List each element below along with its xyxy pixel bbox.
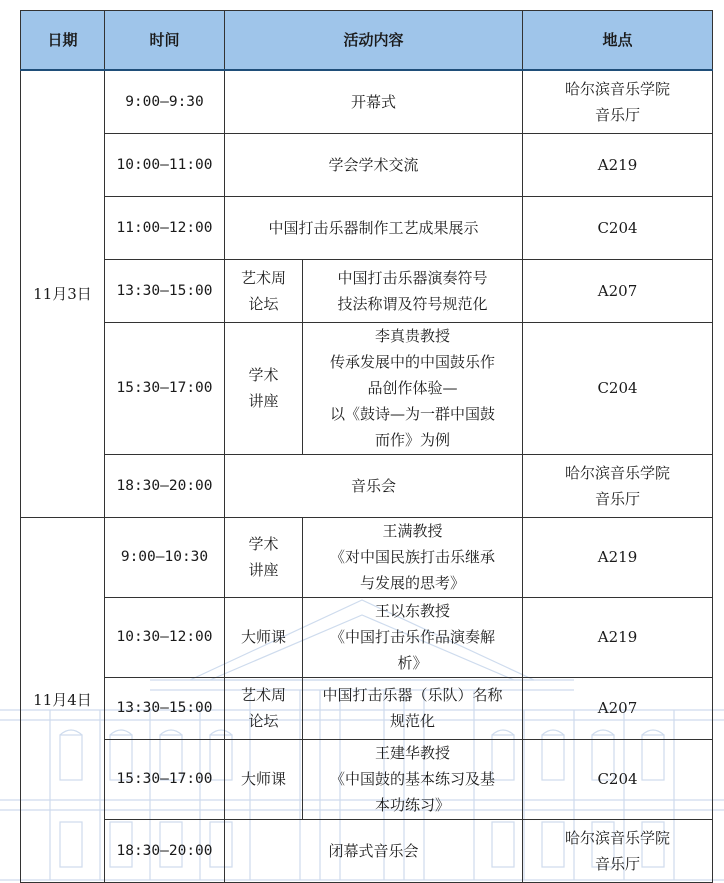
activity-cell: [303, 597, 523, 677]
type-cell: [225, 259, 303, 322]
location-line: 音乐厅: [595, 489, 641, 508]
table-row: [21, 739, 713, 819]
time-cell: 10:00—11:00: [105, 133, 225, 196]
time-cell: 15:30—17:00: [105, 322, 225, 454]
type-cell: [225, 322, 303, 454]
activity-line: 析》: [397, 654, 428, 672]
location-cell: C204: [523, 739, 713, 819]
table-row: [21, 677, 713, 739]
type-line: 学术: [248, 535, 279, 553]
activity-line: 传承发展中的中国鼓乐作: [330, 353, 496, 371]
activity-cell: [303, 517, 523, 597]
activity-line: 《对中国民族打击乐继承: [330, 548, 496, 566]
location-line: 音乐厅: [595, 105, 641, 124]
time-cell: 11:00—12:00: [105, 196, 225, 259]
activity-line: 李真贵教授: [375, 327, 451, 345]
header-date: 日期: [21, 11, 105, 71]
activity-line: 技法称谓及符号规范化: [337, 294, 488, 313]
type-line: 论坛: [248, 712, 279, 730]
activity-line: 与发展的思考》: [360, 574, 466, 592]
table-row: [21, 819, 713, 882]
location-cell: [523, 454, 713, 517]
activity-cell: [303, 259, 523, 322]
location-cell: A219: [523, 597, 713, 677]
activity-line: 王以东教授: [375, 602, 451, 620]
time-cell: 10:30—12:00: [105, 597, 225, 677]
time-cell: 9:00—9:30: [105, 70, 225, 133]
activity-cell: 学会学术交流: [225, 133, 523, 196]
table-row: [21, 454, 713, 517]
type-cell: [225, 517, 303, 597]
type-line: 学术: [248, 366, 279, 384]
location-cell: A207: [523, 677, 713, 739]
location-line: 哈尔滨音乐学院: [565, 79, 671, 98]
type-line: 讲座: [248, 392, 279, 410]
date-cell: 11月3日: [21, 70, 105, 517]
activity-line: 王建华教授: [375, 744, 451, 762]
header-location: 地点: [523, 11, 713, 71]
time-cell: 9:00—10:30: [105, 517, 225, 597]
location-cell: [523, 70, 713, 133]
activity-line: 品创作体验—: [367, 379, 458, 397]
table-row: [21, 517, 713, 597]
header-time: 时间: [105, 11, 225, 71]
location-cell: C204: [523, 196, 713, 259]
type-cell: 大师课: [225, 597, 303, 677]
activity-line: 《中国打击乐作品演奏解: [330, 628, 496, 646]
table-row: [21, 597, 713, 677]
activity-line: 本功练习》: [375, 796, 451, 814]
location-line: 哈尔滨音乐学院: [565, 828, 671, 847]
type-line: 讲座: [248, 561, 279, 579]
activity-cell: [303, 677, 523, 739]
location-line: 音乐厅: [595, 854, 641, 873]
activity-cell: 中国打击乐器制作工艺成果展示: [225, 196, 523, 259]
type-line: 艺术周: [240, 686, 286, 704]
activity-line: 王满教授: [382, 522, 443, 540]
type-cell: [225, 677, 303, 739]
time-cell: 18:30—20:00: [105, 819, 225, 882]
table-row: [21, 259, 713, 322]
activity-line: 而作》为例: [375, 431, 451, 449]
time-cell: 15:30—17:00: [105, 739, 225, 819]
date-cell: 11月4日: [21, 517, 105, 882]
activity-cell: [303, 739, 523, 819]
table-row: [21, 133, 713, 196]
activity-cell: 闭幕式音乐会: [225, 819, 523, 882]
type-line: 论坛: [248, 294, 279, 313]
activity-line: 《中国鼓的基本练习及基: [330, 770, 496, 788]
table-row: [21, 322, 713, 454]
time-cell: 18:30—20:00: [105, 454, 225, 517]
activity-cell: 音乐会: [225, 454, 523, 517]
location-cell: A219: [523, 517, 713, 597]
schedule-table: [20, 10, 713, 883]
header-row: [21, 11, 713, 71]
location-cell: [523, 819, 713, 882]
activity-cell: [303, 322, 523, 454]
activity-line: 规范化: [390, 712, 436, 730]
location-line: 哈尔滨音乐学院: [565, 463, 671, 482]
table-row: [21, 196, 713, 259]
time-cell: 13:30—15:00: [105, 677, 225, 739]
table-row: [21, 70, 713, 133]
location-cell: A207: [523, 259, 713, 322]
activity-line: 以《鼓诗—为一群中国鼓: [330, 405, 496, 423]
activity-cell: 开幕式: [225, 70, 523, 133]
time-cell: 13:30—15:00: [105, 259, 225, 322]
type-line: 艺术周: [240, 268, 286, 287]
activity-line: 中国打击乐器（乐队）名称: [322, 686, 503, 704]
activity-line: 中国打击乐器演奏符号: [337, 268, 488, 287]
type-cell: 大师课: [225, 739, 303, 819]
location-cell: A219: [523, 133, 713, 196]
location-cell: C204: [523, 322, 713, 454]
header-activity: 活动内容: [225, 11, 523, 71]
